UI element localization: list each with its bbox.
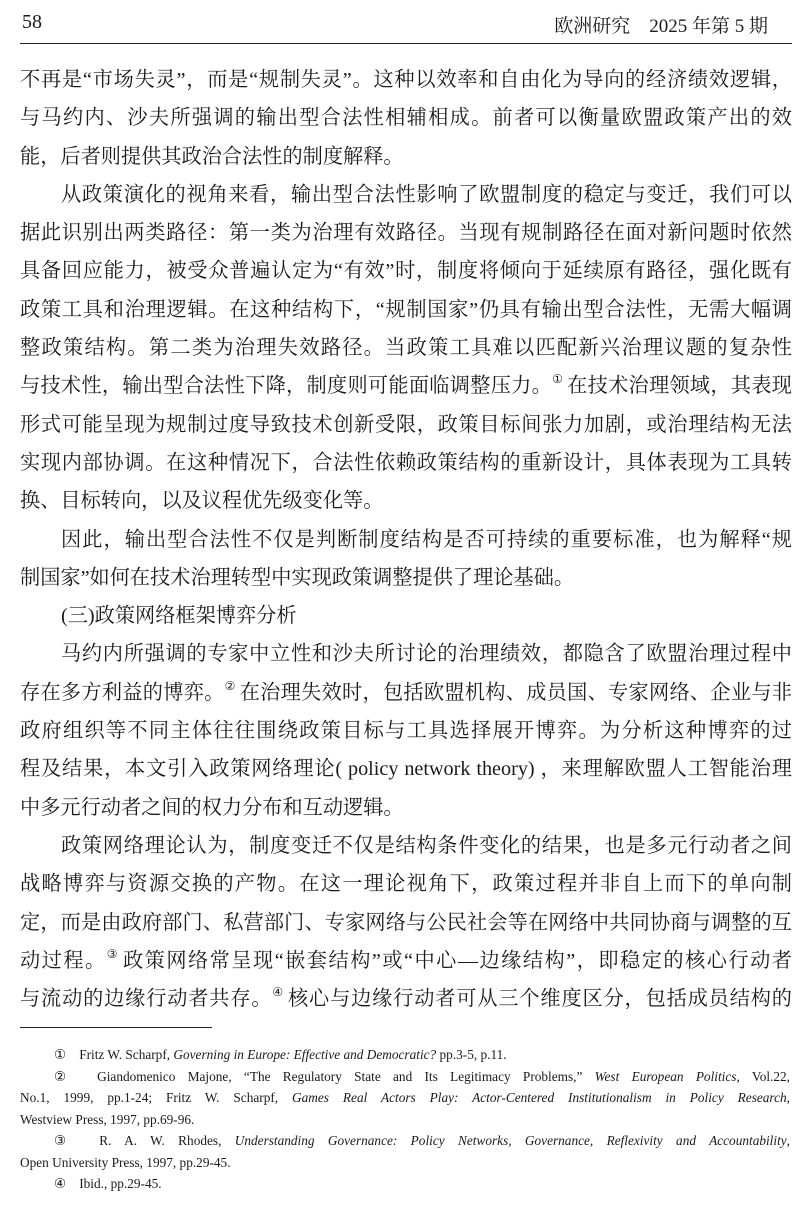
running-header-journal: 欧洲研究 2025 年第 5 期: [554, 16, 768, 37]
paragraph-line: 定，而是由政府部门、私营部门、专家网络与公民社会等在网络中共同协商与调整的互: [20, 911, 792, 934]
citation-title: Games Real Actors Play: Actor-Centered Institutionalism in Policy Research: [292, 1090, 787, 1105]
footnotes: [20, 1044, 790, 1195]
paragraph-line: 据此识别出两类路径：第一类为治理有效路径。当现有规制路径在面对新问题时依然: [20, 222, 792, 245]
paragraph-line: 政策网络理论认为，制度变迁不仅是结构条件变化的结果，也是多元行动者之间: [61, 834, 792, 857]
citation-text: No.1, 1999, pp.1-24; Fritz W. Scharpf,: [20, 1090, 293, 1105]
footnote-line: [20, 1130, 790, 1152]
citation-title: Governing in Europe: Effective and Democratic?: [173, 1047, 437, 1062]
paragraph-line: 中多元行动者之间的权力分布和互动逻辑。: [20, 796, 404, 819]
footnote-line: [20, 1044, 790, 1066]
citation-text: Westview Press, 1997, pp.69-96.: [20, 1111, 195, 1127]
citation-text: Open University Press, 1997, pp.29-45.: [20, 1154, 231, 1170]
citation-title: Understanding Governance: Policy Networks, Governance, Reflexivity and Accountability: [234, 1133, 787, 1148]
footnote-line: [20, 1152, 790, 1174]
paragraph-line: 因此，输出型合法性不仅是判断制度结构是否可持续的重要标准，也为解释“规: [61, 528, 792, 551]
paragraph-line: 马约内所强调的专家中立性和沙夫所讨论的治理绩效，都隐含了欧盟治理过程中: [61, 643, 792, 666]
paragraph-line: 存在多方利益的博弈。② 在治理失效时，包括欧盟机构、成员国、专家网络、企业与非: [20, 678, 792, 704]
footnote-line: [20, 1109, 790, 1131]
paragraph-line: 程及结果，本文引入政策网络理论( policy network theory) ，来理解欧盟人工智能治理: [20, 758, 792, 781]
footnote-ref[interactable]: ③: [106, 946, 119, 961]
footnote-line: [20, 1087, 790, 1109]
paragraph-line: 换、目标转向，以及议程优先级变化等。: [20, 490, 384, 513]
paragraph-line: 具备回应能力，被受众普遍认定为“有效”时，制度将倾向于延续原有路径，强化既有: [20, 260, 792, 283]
body-text: [20, 61, 792, 1018]
citation-text: ④ Ibid., pp.29-45.: [54, 1176, 162, 1191]
paragraph-line: 与技术性，输出型合法性下降，制度则可能面临调整压力。① 在技术治理领域，其表现: [20, 372, 792, 398]
paragraph-line: 与马约内、沙夫所强调的输出型合法性相辅相成。前者可以衡量欧盟政策产出的效: [20, 107, 792, 130]
page-number: 58: [22, 11, 42, 33]
citation-text: , Vol.22,: [736, 1068, 790, 1084]
paragraph-line: 与流动的边缘行动者共存。④ 核心与边缘行动者可从三个维度区分，包括成员结构的: [20, 985, 792, 1011]
paragraph-line: 形式可能呈现为规制过度导致技术创新受限，政策目标间张力加剧，或治理结构无法: [20, 413, 792, 436]
section-heading: (三)政策网络框架博弈分析: [61, 605, 297, 628]
paragraph-line: 战略博弈与资源交换的产物。在这一理论视角下，政策过程并非自上而下的单向制: [20, 873, 792, 896]
citation-text: ① Fritz W. Scharpf,: [54, 1047, 174, 1062]
citation-text: pp.3-5, p.11.: [436, 1047, 507, 1062]
citation-text: ,: [786, 1090, 790, 1105]
footnote-ref[interactable]: ②: [224, 678, 236, 693]
footnote-line: [20, 1173, 790, 1195]
paragraph-line: 从政策演化的视角来看，输出型合法性影响了欧盟制度的稳定与变迁，我们可以: [61, 183, 792, 206]
citation-text: ,: [786, 1133, 790, 1148]
paragraph-line: 整政策结构。第二类为治理失效路径。当政策工具难以匹配新兴治理议题的复杂性: [20, 337, 792, 360]
paragraph-line: 动过程。③ 政策网络常呈现“嵌套结构”或“中心—边缘结构”，即稳定的核心行动者: [20, 946, 792, 972]
citation-text: ② Giandomenico Majone, “The Regulatory State and Its Legitimacy Problems,”: [54, 1068, 595, 1084]
paragraph-line: 政策工具和治理逻辑。在这种结构下，“规制国家”仍具有输出型合法性，无需大幅调: [20, 298, 792, 321]
footnote-line: [20, 1066, 790, 1088]
citation-text: ③ R. A. W. Rhodes,: [54, 1133, 235, 1148]
citation-title: West European Politics: [594, 1068, 737, 1084]
paragraph-line: 政府组织等不同主体往往围绕政策目标与工具选择展开博弈。为分析这种博弈的过: [20, 720, 792, 743]
paragraph-line: 不再是“市场失灵”，而是“规制失灵”。这种以效率和自由化为导向的经济绩效逻辑，: [20, 69, 792, 91]
header-rule: [20, 43, 792, 44]
paragraph-line: 能，后者则提供其政治合法性的制度解释。: [20, 145, 404, 168]
footnote-ref[interactable]: ④: [272, 985, 285, 1000]
paragraph-line: 制国家”如何在技术治理转型中实现政策调整提供了理论基础。: [20, 566, 575, 589]
paragraph-line: 实现内部协调。在这种情况下，合法性依赖政策结构的重新设计，具体表现为工具转: [20, 451, 792, 474]
footnote-rule: [20, 1027, 212, 1028]
footnote-ref[interactable]: ①: [552, 372, 564, 387]
